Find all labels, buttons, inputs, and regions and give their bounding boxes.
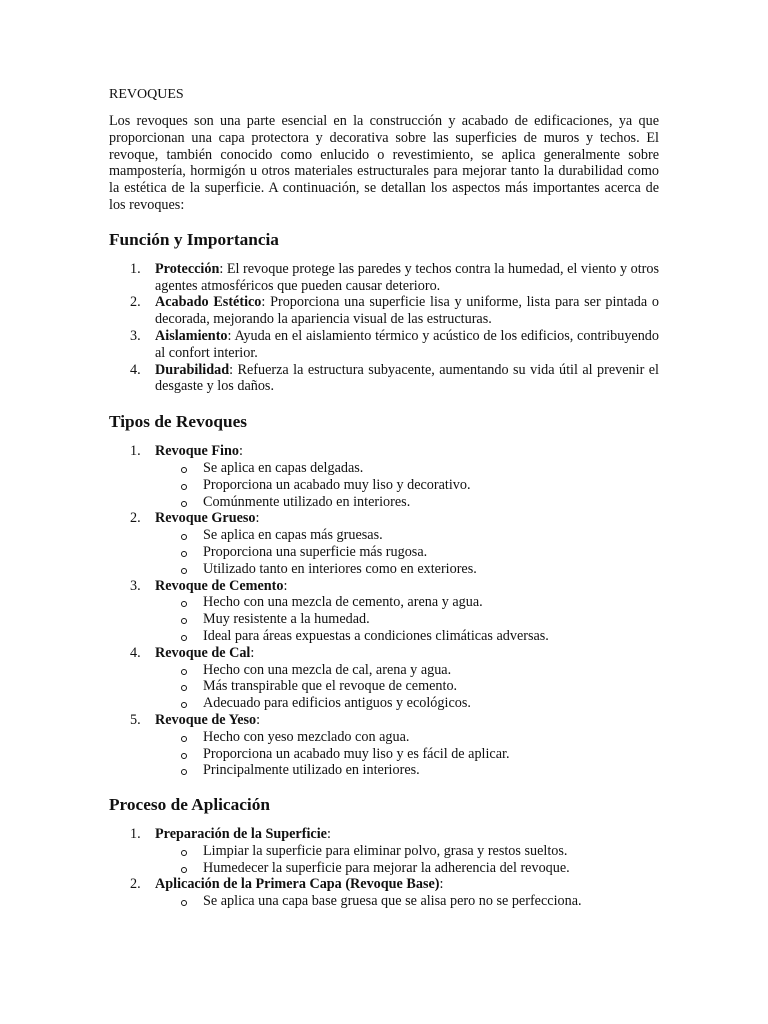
item-text: : Proporciona una superficie lisa y uniforme, lista para ser pintada o decorada, mejorando la apariencia visual de las estructuras.	[155, 294, 659, 328]
sub-item-text: Hecho con una mezcla de cal, arena y agua.	[203, 661, 452, 678]
bullet-circle-icon	[181, 484, 187, 490]
sub-list	[155, 729, 659, 779]
bullet-circle-icon	[181, 850, 187, 856]
sub-item-text: Ideal para áreas expuestas a condiciones climáticas adversas.	[203, 627, 549, 644]
item-term: Revoque Fino	[155, 443, 239, 460]
item-term: Aislamiento	[155, 327, 228, 344]
item-term: Aplicación de la Primera Capa (Revoque Base)	[155, 876, 440, 893]
bullet-circle-icon	[181, 736, 187, 742]
bullet-circle-icon	[181, 702, 187, 708]
bullet-circle-icon	[181, 568, 187, 574]
list-item	[109, 362, 659, 396]
bullet-circle-icon	[181, 467, 187, 473]
sub-list-item	[109, 477, 659, 494]
list-item	[109, 294, 659, 328]
document-title: REVOQUES	[109, 87, 184, 102]
sub-item-text: Se aplica una capa base gruesa que se alisa pero no se perfecciona.	[203, 893, 582, 910]
sub-list-item	[109, 843, 659, 860]
tipos-list	[109, 443, 659, 779]
item-term: Revoque de Yeso	[155, 711, 257, 728]
bullet-circle-icon	[181, 867, 187, 873]
item-suffix: :	[256, 711, 261, 728]
sub-list-item	[109, 729, 659, 746]
sub-item-text: Comúnmente utilizado en interiores.	[203, 493, 411, 510]
list-item	[109, 826, 659, 876]
bullet-circle-icon	[181, 601, 187, 607]
sub-list-item	[109, 628, 659, 645]
funcion-list	[109, 261, 659, 395]
item-number: 3.	[130, 577, 141, 594]
bullet-circle-icon	[181, 685, 187, 691]
sub-item-text: Más transpirable que el revoque de cemento.	[203, 678, 458, 695]
sub-list-item	[109, 762, 659, 779]
sub-list	[155, 843, 659, 877]
sub-list-item	[109, 544, 659, 561]
bullet-circle-icon	[181, 501, 187, 507]
sub-list-item	[109, 494, 659, 511]
section-heading-tipos: Tipos de Revoques	[109, 412, 247, 432]
sub-list-item	[109, 561, 659, 578]
sub-item-text: Utilizado tanto en interiores como en exteriores.	[203, 560, 477, 577]
sub-item-text: Limpiar la superficie para eliminar polvo, grasa y restos sueltos.	[203, 842, 568, 859]
item-number: 4.	[130, 361, 141, 378]
sub-list-item	[109, 678, 659, 695]
bullet-circle-icon	[181, 669, 187, 675]
item-text: : Refuerza la estructura subyacente, aumentando su vida útil al prevenir el desgaste y los daños.	[155, 361, 659, 395]
list-item	[109, 876, 659, 910]
section-heading-proceso: Proceso de Aplicación	[109, 795, 270, 815]
sub-list	[155, 527, 659, 577]
item-term: Acabado Estético	[155, 294, 262, 311]
sub-list	[155, 460, 659, 510]
sub-item-text: Hecho con una mezcla de cemento, arena y agua.	[203, 594, 483, 611]
item-number: 5.	[130, 711, 141, 728]
bullet-circle-icon	[181, 534, 187, 540]
sub-list	[155, 594, 659, 644]
item-term: Revoque de Cal	[155, 644, 251, 661]
bullet-circle-icon	[181, 551, 187, 557]
item-suffix: :	[255, 510, 260, 527]
item-term: Revoque de Cemento	[155, 577, 284, 594]
item-text: : El revoque protege las paredes y techos contra la humedad, el viento y otros agentes atmosféricos que pueden causar deterioro.	[155, 260, 659, 294]
item-number: 1.	[130, 260, 141, 277]
item-suffix: :	[439, 876, 444, 893]
item-number: 3.	[130, 327, 141, 344]
bullet-circle-icon	[181, 900, 187, 906]
item-suffix: :	[326, 826, 331, 843]
item-number: 2.	[130, 294, 141, 311]
list-item	[109, 443, 659, 510]
sub-item-text: Principalmente utilizado en interiores.	[203, 762, 420, 779]
sub-list-item	[109, 527, 659, 544]
sub-item-text: Se aplica en capas delgadas.	[203, 459, 364, 476]
list-item	[109, 712, 659, 779]
bullet-circle-icon	[181, 753, 187, 759]
item-number: 1.	[130, 826, 141, 843]
sub-list-item	[109, 695, 659, 712]
sub-item-text: Proporciona un acabado muy liso y decorativo.	[203, 476, 471, 493]
intro-paragraph: Los revoques son una parte esencial en la construcción y acabado de edificaciones, ya que proporcionan una capa protectora y decorativa sobre las superficies de muros y techos. El revoque, también conocido como enlucido o revestimiento, se aplica generalmente sobre mampostería, hormigón u otros materiales estructurales para mejorar tanto la durabilidad como la estética de la superficie. A continuación, se detallan los aspectos más importantes acerca de los revoques:	[109, 113, 659, 213]
sub-item-text: Se aplica en capas más gruesas.	[203, 527, 383, 544]
item-number: 1.	[130, 443, 141, 460]
item-number: 2.	[130, 510, 141, 527]
sub-item-text: Proporciona una superficie más rugosa.	[203, 543, 428, 560]
section-heading-funcion: Función y Importancia	[109, 229, 279, 249]
bullet-circle-icon	[181, 769, 187, 775]
sub-list-item	[109, 611, 659, 628]
list-item	[109, 328, 659, 362]
sub-item-text: Proporciona un acabado muy liso y es fácil de aplicar.	[203, 745, 510, 762]
item-text: : Ayuda en el aislamiento térmico y acústico de los edificios, contribuyendo al confort interior.	[155, 327, 659, 361]
list-item	[109, 578, 659, 645]
item-number: 4.	[130, 644, 141, 661]
item-term: Preparación de la Superficie	[155, 826, 327, 843]
sub-list	[155, 662, 659, 712]
sub-item-text: Adecuado para edificios antiguos y ecológicos.	[203, 695, 471, 712]
sub-list-item	[109, 746, 659, 763]
list-item	[109, 261, 659, 295]
list-item	[109, 510, 659, 577]
item-term: Durabilidad	[155, 361, 230, 378]
sub-list-item	[109, 860, 659, 877]
item-term: Revoque Grueso	[155, 510, 256, 527]
sub-list-item	[109, 460, 659, 477]
proceso-list	[109, 826, 659, 910]
item-suffix: :	[283, 577, 288, 594]
item-number: 2.	[130, 876, 141, 893]
document-content	[109, 86, 659, 910]
item-suffix: :	[250, 644, 255, 661]
sub-list	[155, 893, 659, 910]
bullet-circle-icon	[181, 618, 187, 624]
sub-item-text: Hecho con yeso mezclado con agua.	[203, 728, 410, 745]
sub-list-item	[109, 893, 659, 910]
bullet-circle-icon	[181, 635, 187, 641]
item-suffix: :	[238, 443, 243, 460]
sub-list-item	[109, 594, 659, 611]
sub-item-text: Humedecer la superficie para mejorar la adherencia del revoque.	[203, 859, 570, 876]
sub-item-text: Muy resistente a la humedad.	[203, 611, 370, 628]
sub-list-item	[109, 662, 659, 679]
list-item	[109, 645, 659, 712]
item-term: Protección	[155, 260, 220, 277]
